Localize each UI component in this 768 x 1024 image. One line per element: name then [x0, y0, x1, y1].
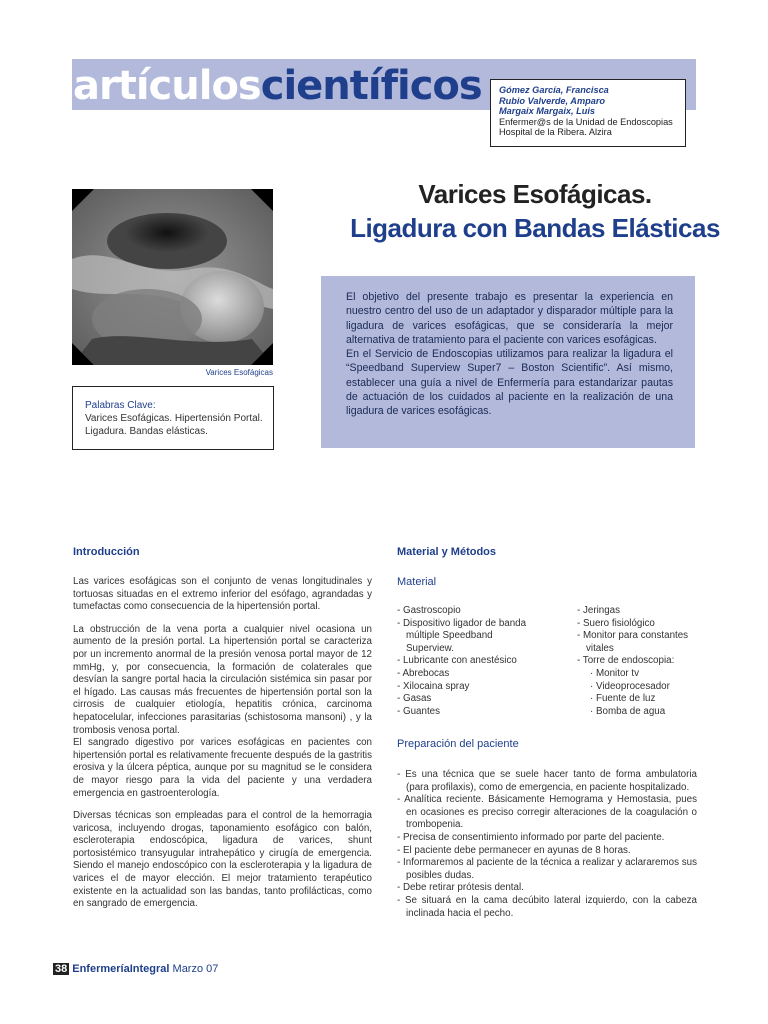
- author-affiliation: Hospital de la Ribera. Alzira: [499, 127, 612, 138]
- keywords-box: [72, 386, 274, 450]
- preparation-heading: Preparación del paciente: [397, 738, 519, 750]
- intro-paragraph: El sangrado digestivo por varices esofágicas en pacientes con hipertensión portal es relativamente frecuente después de la gastritis erosiva y la úlcera péptica, aunque por su magnitud se le considera de mayor riesgo para la vida del paciente y una verdadera emergencia en gastroenterología.: [73, 737, 372, 799]
- list-item: - Torre de endoscopia:: [577, 655, 675, 667]
- list-item: - Suero fisiológico: [577, 617, 655, 629]
- list-item: - Monitor para constantes vitales: [577, 630, 689, 654]
- keywords-text: Varices Esofágicas. Hipertensión Portal. Ligadura. Bandas elásticas.: [85, 413, 263, 437]
- section-title-part1: artículos: [73, 63, 261, 109]
- list-item: - Es una técnica que se suele hacer tanto de forma ambulatoria (para profilaxis), como de emergencia, en paciente hospitalizado.: [397, 769, 697, 793]
- issue-date: Marzo 07: [172, 963, 219, 975]
- intro-paragraph: Las varices esofágicas son el conjunto de venas longitudinales y tortuosas situadas en el extremo inferior del esófago, agrandadas y tumefactas como consecuencia de la hipertensión portal.: [73, 576, 372, 613]
- page-number: 38: [55, 963, 68, 975]
- abstract-paragraph: El objetivo del presente trabajo es presentar la experiencia en nuestro centro del uso de un adaptador y disparador múltiple para la ligadura de varices esofágicas, que se consideraría la mejor alternativa de tratamiento para el paciente con varices esofágicas.: [346, 291, 673, 346]
- list-item: - Dispositivo ligador de banda múltiple Speedband Superview.: [397, 617, 527, 654]
- intro-heading: Introducción: [73, 546, 140, 558]
- preparation-list: [397, 769, 697, 920]
- author-affiliation: Enfermer@s de la Unidad de Endoscopias: [499, 116, 673, 127]
- abstract-box: [321, 276, 695, 448]
- list-item: - Gasas: [397, 693, 432, 705]
- list-item: - Precisa de consentimiento informado por parte del paciente.: [397, 831, 665, 843]
- author-name: Rubio Valverde, Amparo: [499, 95, 606, 106]
- list-item: - Informaremos al paciente de la técnica a realizar y aclararemos sus posibles dudas.: [397, 857, 697, 881]
- list-item: - El paciente debe permanecer en ayunas de 8 horas.: [397, 844, 631, 856]
- article-title-line2: Ligadura con Bandas Elásticas: [350, 213, 720, 243]
- authors-box: [490, 79, 686, 147]
- list-item: - Abrebocas: [397, 667, 450, 679]
- list-item: - Debe retirar prótesis dental.: [397, 882, 524, 894]
- list-subitem: · Monitor tv: [590, 667, 639, 679]
- author-name: Margaix Margaix, Luis: [499, 106, 595, 117]
- list-item: - Guantes: [397, 705, 441, 717]
- journal-name-part1: Enfermería: [72, 963, 130, 975]
- intro-paragraph: Diversas técnicas son empleadas para el control de la hemorragia varicosa, incluyendo drogas, taponamiento esofágico con balón, escleroterapia endoscópica, ligadura de varices, shunt portosistémico transyugular intrahepático y cirugía de emergencia. Siendo el manejo endoscópico con la escleroterapia y la ligadura de varices el de mayor elección. El mejor tratamiento terapéutico existente en la actualidad son las bandas, tanto profilácticas, como en sangrado de emergencia.: [73, 810, 372, 910]
- material-list-left: [397, 605, 532, 718]
- material-list-right: [577, 605, 702, 718]
- list-item: - Jeringas: [577, 605, 621, 616]
- list-item: - Lubricante con anestésico: [397, 655, 517, 667]
- section-title: [73, 62, 482, 110]
- list-item: - Gastroscopio: [397, 605, 461, 616]
- abstract-paragraph: En el Servicio de Endoscopias utilizamos para realizar la ligadura el “Speedband Superview Super7 – Boston Scientific”. Así mismo, establecer una guía a nivel de Enfermería para estandarizar pautas de actuación de los cuidados al paciente en la realización de una ligadura de varices esofágicas.: [346, 348, 673, 418]
- keywords-title: Palabras Clave:: [85, 400, 156, 411]
- page-footer: [53, 963, 218, 975]
- list-item: - Analítica reciente. Básicamente Hemograma y Hemostasia, pues en ocasiones es preciso corregir alteraciones de la coagulación o trombopenia.: [397, 794, 697, 831]
- methods-heading: Material y Métodos: [397, 546, 497, 558]
- journal-name-part2: Integral: [129, 963, 170, 975]
- list-subitem: · Fuente de luz: [590, 693, 656, 705]
- list-subitem: · Bomba de agua: [590, 705, 666, 717]
- list-subitem: · Videoprocesador: [590, 680, 670, 692]
- material-heading: Material: [397, 576, 437, 588]
- list-item: - Xilocaina spray: [397, 680, 470, 692]
- list-item: - Se situará en la cama decúbito lateral izquierdo, con la cabeza inclinada hacia el pecho.: [397, 894, 697, 919]
- section-title-part2: científicos: [260, 63, 482, 109]
- image-caption: Varices Esofágicas: [205, 368, 273, 377]
- intro-body: [73, 576, 372, 921]
- endoscopy-photo: [72, 189, 273, 365]
- endoscopy-image: [72, 189, 273, 365]
- author-name: Gómez García, Francisca: [499, 85, 609, 95]
- intro-paragraph: La obstrucción de la vena porta a cualquier nivel ocasiona un aumento de la presión portal. La hipertensión portal se caracteriza por un incremento anormal de la presión venosa portal mayor de 12 mmHg, y, por consecuencia, la formación de colaterales que desvían la sangre portal hacia la circulación sistémica sin pasar por el hígado. Las causas más frecuentes de hipertensión portal son la cirrosis de cualquier etiología, hepatitis crónica, carcinoma hepatocelular, infecciones parasitarias (schistosoma mansoni) , y la trombosis venosa portal.: [73, 623, 372, 736]
- article-title-line1: Varices Esofágicas.: [418, 179, 652, 209]
